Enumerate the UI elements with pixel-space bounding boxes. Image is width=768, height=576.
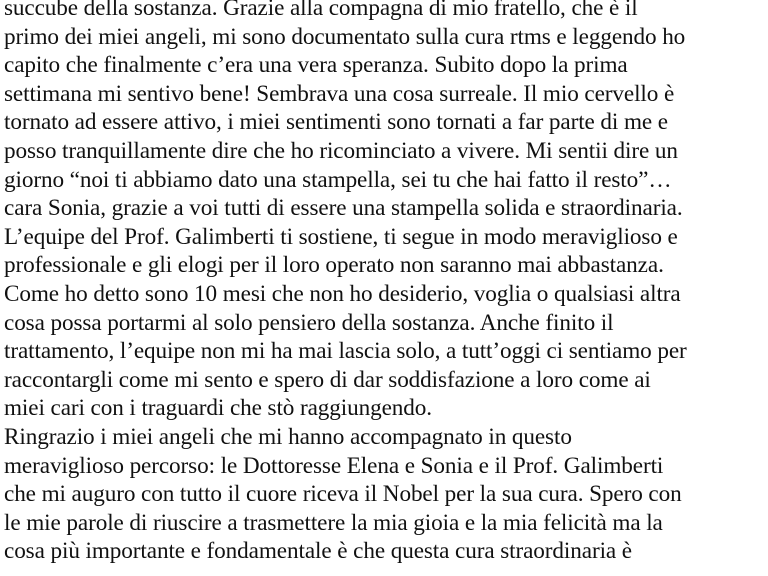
text-line: Come ho detto sono 10 mesi che non ho desiderio, voglia o qualsiasi altra [4,280,681,307]
text-line: le mie parole di riuscire a trasmettere la mia gioia e la mia felicità ma la [4,509,663,536]
text-line: cosa più importante e fondamentale è che questa cura straordinaria è [4,538,632,565]
text-line: capito che finalmente c’era una vera speranza. Subito dopo la prima [4,52,628,79]
text-line: primo dei miei angeli, mi sono documentato sulla cura rtms e leggendo ho [4,23,686,50]
text-line: che mi auguro con tutto il cuore riceva il Nobel per la sua cura. Spero con [4,481,682,508]
text-line: L’equipe del Prof. Galimberti ti sostiene, ti segue in modo meraviglioso e [4,223,678,250]
text-line: succube della sostanza. Grazie alla compagna di mio fratello, che è il [4,0,638,21]
text-line: tornato ad essere attivo, i miei sentimenti sono tornati a far parte di me e [4,109,668,136]
text-line: cosa possa portarmi al solo pensiero della sostanza. Anche finito il [4,309,614,336]
text-line: posso tranquillamente dire che ho ricominciato a vivere. Mi sentii dire un [4,137,678,164]
text-line: giorno “noi ti abbiamo dato una stampella, sei tu che hai fatto il resto”… [4,166,672,193]
text-line: miei cari con i traguardi che stò raggiungendo. [4,395,432,422]
text-line: Ringrazio i miei angeli che mi hanno accompagnato in questo [4,423,572,450]
text-line: raccontargli come mi sento e spero di dar soddisfazione a loro come ai [4,366,651,393]
text-line: trattamento, l’equipe non mi ha mai lascia solo, a tutt’oggi ci sentiamo per [4,338,687,365]
text-line: cara Sonia, grazie a voi tutti di essere una stampella solida e straordinaria. [4,195,683,222]
text-line: meraviglioso percorso: le Dottoresse Elena e Sonia e il Prof. Galimberti [4,452,664,479]
text-line: professionale e gli elogi per il loro operato non saranno mai abbastanza. [4,252,664,279]
text-line: settimana mi sentivo bene! Sembrava una cosa surreale. Il mio cervello è [4,80,675,107]
testimonial-text [4,0,766,566]
